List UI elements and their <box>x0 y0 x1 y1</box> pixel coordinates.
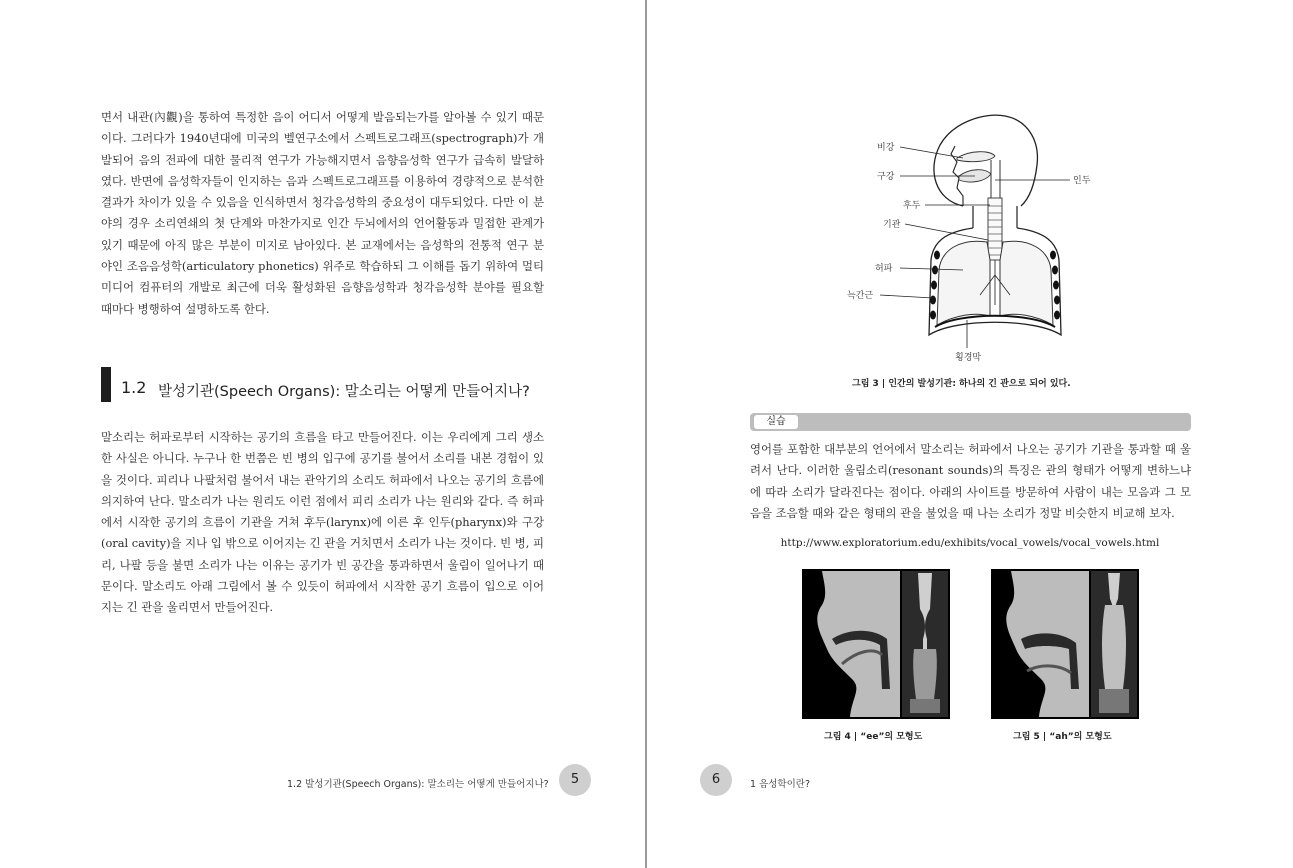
trachea-tube <box>988 198 1002 260</box>
section-heading <box>101 367 561 403</box>
running-footer-left: 1.2 발성기관(Speech Organs): 말소리는 어떻게 만들어지나? <box>287 779 549 790</box>
practice-paragraph <box>750 439 1191 524</box>
label-oral: 구강 <box>877 172 895 182</box>
label-diaphragm: 횡경막 <box>955 353 982 363</box>
section-paragraph <box>101 427 544 619</box>
figure3-caption: 그림 3 | 인간의 발성기관: 하나의 긴 관으로 되어 있다. <box>852 379 1071 389</box>
nasal-cavity-shape <box>957 152 995 162</box>
section-paragraph-text: 말소리는 허파로부터 시작하는 공기의 흐름을 타고 만들어진다. 이는 우리에게 그리 생소한 사실은 아니다. 누구나 한 번쯤은 빈 병의 입구에 공기를 불어서 소리를 내본 경험이 있을 것이다. 피리나 나팔처럼 불어서 내는 관악기의 소리도 허파에서 나오는 공기의 흐름에 의지하여 난다. 말소리가 나는 원리도 이런 점에서 피리 소리가 나는 원리와 같다. 즉 허파에서 시작한 공기의 흐름이 기관을 거쳐 후두(larynx)에 이른 후 인두(pharynx)와 구강(oral cavity)을 지나 입 밖으로 이어지는 긴 관을 거치면서 소리가 나는 것이다. 빈 병, 피리, 나팔 등을 불면 소리가 나는 이유는 공기가 빈 공간을 통과하면서 울림이 일어나기 때문이다. 말소리도 아래 그림에서 볼 수 있듯이 허파에서 시작한 공기 흐름이 입으로 이어지는 긴 관을 울리면서 만들어진다. <box>101 430 544 615</box>
section-number: 1.2 <box>121 378 147 397</box>
label-lung: 허파 <box>875 264 893 274</box>
practice-paragraph-text: 영어를 포함한 대부분의 언어에서 말소리는 허파에서 나오는 공기가 기관을 통과할 때 울려서 난다. 이러한 울림소리(resonant sounds)의 특징은 관의 형태가 어떻게 변하느냐에 따라 소리가 달라진다는 점이다. 아래의 사이트를 방문하여 사람이 내는 모음과 그 모음을 조음할 때와 같은 형태의 관을 불었을 때 나는 소리가 정말 비슷한지 비교해 보자. <box>750 442 1191 520</box>
label-nasal: 비강 <box>877 143 895 153</box>
figure5-image <box>991 569 1139 719</box>
intro-paragraph <box>101 107 544 320</box>
running-footer-right: 1 음성학이란? <box>750 779 810 790</box>
label-trachea: 기관 <box>883 220 901 230</box>
label-larynx: 후두 <box>903 201 921 211</box>
exploratorium-url[interactable]: http://www.exploratorium.edu/exhibits/vocal_vowels/vocal_vowels.html <box>780 537 1160 549</box>
practice-header-bar <box>750 413 1191 431</box>
left-page <box>0 0 646 868</box>
left-lung <box>937 241 990 325</box>
section-marker-bar <box>101 367 111 402</box>
intro-paragraph-text: 면서 내관(內觀)을 통하여 특정한 음이 어디서 어떻게 발음되는가를 알아볼 수 있기 때문이다. 그러다가 1940년대에 미국의 벨연구소에서 스펙트로그래프(spectrograph)가 개발되어 음의 전파에 대한 물리적 연구가 가능해지면서 음향음성학 연구가 급속히 발달하였다. 반면에 음성학자들이 인지하는 음과 스펙트로그래프를 이용하여 경량적으로 분석한 결과가 차이가 있을 수 있음을 인식하면서 청각음성학의 중요성이 대두되었다. 다만 이 분야의 경우 소리연쇄의 첫 단계와 마찬가지로 인간 두뇌에서의 언어활동과 밀접한 관계가 있기 때문에 아직 많은 부분이 미지로 남아있다. 본 교재에서는 음성학의 전통적 연구 분야인 조음음성학(articulatory phonetics) 위주로 학습하되 그 이해를 돕기 위하여 멀티미디어 컴퓨터의 개발로 최근에 더욱 활성화된 음향음성학과 청각음성학 분야를 필요할 때마다 병행하여 설명하도록 한다. <box>101 110 544 316</box>
label-ribs: 늑간근 <box>847 291 874 301</box>
section-title: 발성기관(Speech Organs): 말소리는 어떻게 만들어지나? <box>158 384 530 400</box>
figure4-caption: 그림 4 | “ee”의 모형도 <box>824 732 923 742</box>
figure5-caption: 그림 5 | “ah”의 모형도 <box>1013 732 1112 742</box>
right-lung <box>1000 241 1053 325</box>
figure4-image <box>802 569 950 719</box>
practice-label: 실습 <box>754 415 798 429</box>
page-number-right: 6 <box>700 764 732 796</box>
page-number-left: 5 <box>559 764 591 796</box>
label-pharynx: 인두 <box>1073 176 1091 186</box>
speech-organs-diagram <box>845 110 1105 370</box>
